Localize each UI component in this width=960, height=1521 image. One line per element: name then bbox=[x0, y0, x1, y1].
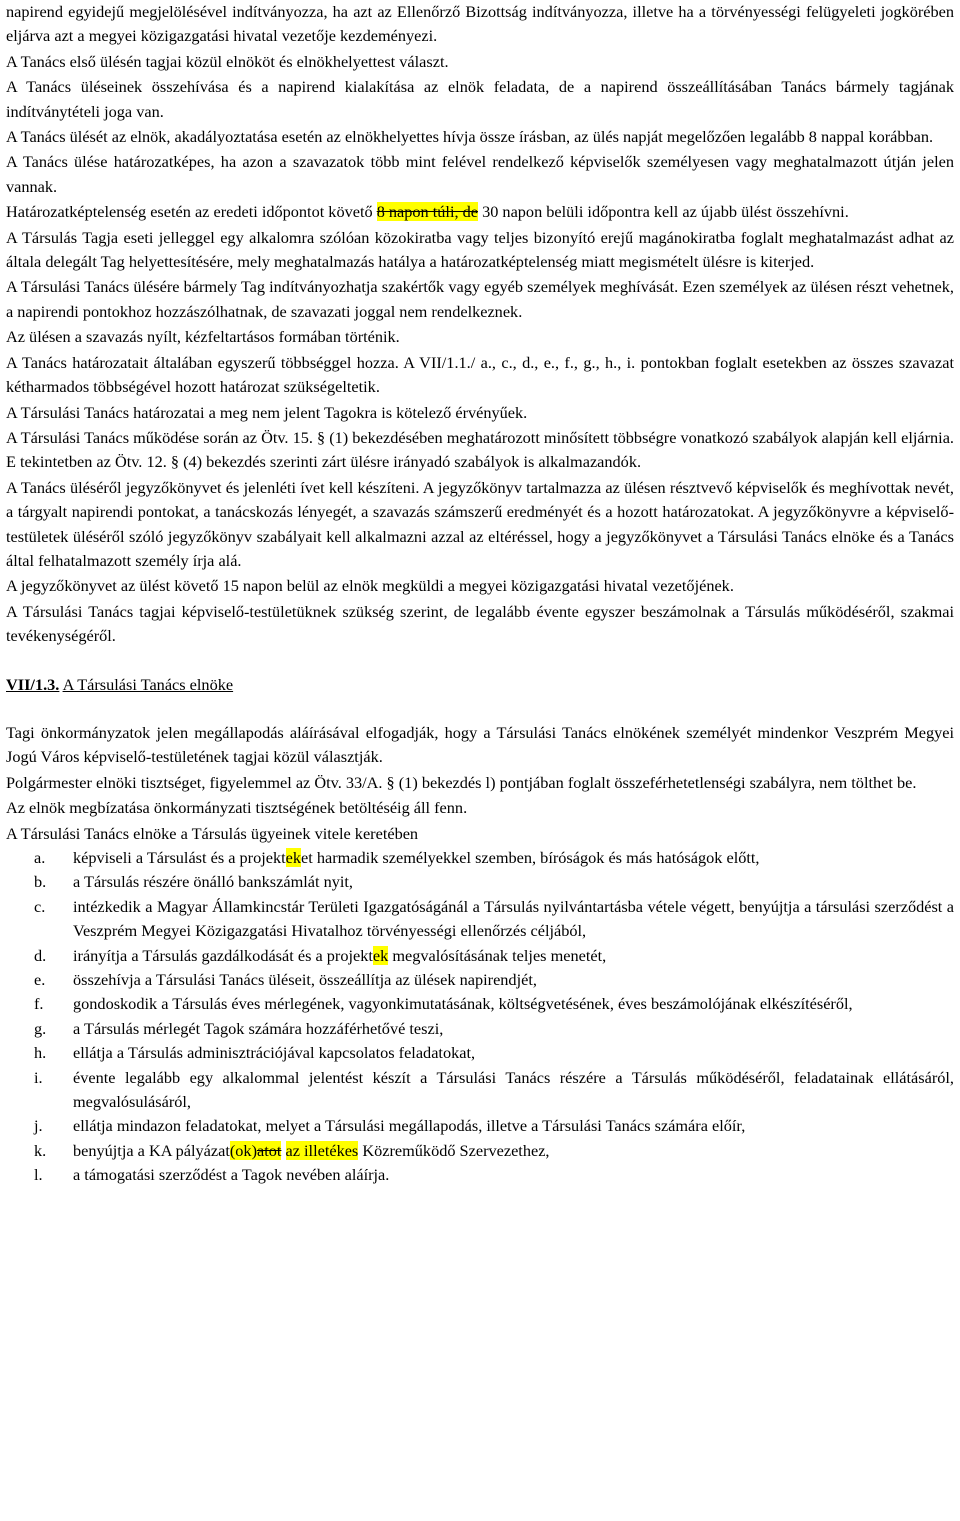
list-item bbox=[6, 870, 954, 894]
list-marker: l. bbox=[34, 1165, 43, 1185]
paragraph-minutes-delivery: A jegyzőkönyvet az ülést követő 15 napon belül az elnök megküldi a megyei közigazgatási hivatal vezetőjének. bbox=[6, 576, 734, 596]
list-item-text bbox=[73, 944, 954, 968]
section-number: VII/1.3. bbox=[6, 674, 60, 694]
list-marker: e. bbox=[34, 970, 46, 990]
list-item bbox=[6, 1066, 954, 1115]
struck-highlighted-text: atot bbox=[257, 1140, 282, 1160]
paragraph-minutes: A Tanács üléséről jegyzőkönyvet és jelenléti ívet kell készíteni. A jegyzőkönyv tartalmazza az ülésen résztvevő képviselők és meghívottak nevét, a tárgyalt napirendi pontokat, a tanácskozás lényegét, a szavazás számszerű eredményét és a hozott határozatokat. A jegyzőkönyvre a képviselő-testületek üléséről szóló jegyzőkönyv szabályait kell alkalmazni azzal az eltéréssel, hogy a jegyzőkönyvet a Társulási Tanács elnöke és a Tanács által felhatalmazott személy írja alá. bbox=[6, 477, 954, 570]
highlighted-text: ek bbox=[372, 945, 389, 965]
section-title: A Társulási Tanács elnöke bbox=[62, 674, 234, 694]
text-run bbox=[281, 1141, 285, 1160]
list-marker: k. bbox=[34, 1140, 47, 1160]
list-item-text: ellátja mindazon feladatokat, melyet a Társulási megállapodás, illetve a Társulási Tanács számára előír, bbox=[73, 1116, 746, 1136]
list-item bbox=[6, 1041, 954, 1065]
highlighted-text: az illetékes bbox=[285, 1140, 359, 1160]
paragraph-session-notice: A Tanács ülését az elnök, akadályoztatása esetén az elnökhelyettes hívja össze írásban, az ülés napját megelőzően legalább 8 nappal korábban. bbox=[6, 127, 934, 147]
list-item-text: összehívja a Társulási Tanács üléseit, összeállítja az ülések napirendjét, bbox=[73, 970, 537, 990]
struck-highlighted-text: 8 napon túli, de bbox=[376, 202, 478, 222]
no-quorum-text-end: 30 napon belüli időpontra kell az újabb ülést összehívni. bbox=[478, 202, 849, 222]
paragraph-convening: A Tanács üléseinek összehívása és a napirend kialakítása az elnök feladata, de a napirend összeállításában Tanács bármely tagjának indítványtételi joga van. bbox=[6, 77, 954, 121]
paragraph-binding: A Társulási Tanács határozatai a meg nem jelent Tagokra is kötelező érvényűek. bbox=[6, 402, 528, 422]
list-item-text: a támogatási szerződést a Tagok nevében aláírja. bbox=[73, 1165, 390, 1185]
list-item-text bbox=[73, 846, 954, 870]
list-marker: a. bbox=[34, 848, 46, 867]
text-run: Közreműködő Szervezethez, bbox=[358, 1140, 550, 1160]
list-item-text bbox=[73, 1139, 954, 1163]
list-item bbox=[6, 846, 954, 870]
paragraph-mayor-conflict: Polgármester elnöki tisztséget, figyelemmel az Ötv. 33/A. § (1) bekezdés l) pontjában foglalt összeférhetetlenségi szabályra, nem tölthet be. bbox=[6, 772, 917, 792]
list-item-text: a Társulás részére önálló bankszámlát nyit, bbox=[73, 872, 353, 892]
list-item bbox=[6, 968, 954, 992]
list-marker: h. bbox=[34, 1043, 47, 1063]
list-item bbox=[6, 1139, 954, 1163]
paragraph-agenda-motion: napirend egyidejű megjelölésével indítványozza, ha azt az Ellenőrző Bizottság indítványozza, illetve ha a törvényességi felügyeleti jogkörében eljárva azt a megyei közigazgatási hivatal vezetője kezdeményezi. bbox=[6, 2, 954, 46]
paragraph-voting: Az ülésen a szavazás nyílt, kézfeltartásos formában történik. bbox=[6, 327, 400, 347]
text-run: megvalósításának teljes menetét, bbox=[388, 945, 607, 965]
text-run: képviseli a Társulást és a projekt bbox=[73, 848, 286, 867]
text-run: et harmadik személyekkel szemben, bíróságok és más hatóságok előtt, bbox=[301, 848, 760, 867]
list-marker: f. bbox=[34, 994, 44, 1014]
list-item-text: gondoskodik a Társulás éves mérlegének, vagyonkimutatásának, költségvetésének, éves beszámolójának elkészítéséről, bbox=[73, 994, 853, 1014]
list-marker: g. bbox=[34, 1018, 47, 1038]
list-item bbox=[6, 992, 954, 1016]
duties-list bbox=[6, 846, 954, 1188]
paragraph-reporting: A Társulási Tanács tagjai képviselő-testületüknek szükség szerint, de legalább évente egyszer beszámolnak a Társulás működéséről, szakmai tevékenységéről. bbox=[6, 601, 954, 646]
list-marker: d. bbox=[34, 945, 47, 965]
paragraph-mandate: Az elnök megbízatása önkormányzati tisztségének betöltéséig áll fenn. bbox=[6, 798, 468, 818]
paragraph-majority: A Tanács határozatait általában egyszerű többséggel hozza. A VII/1.1./ a., c., d., e., f., g., h., i. pontokban foglalt esetekben az összes szavazat kétharmados többségével hozott határozat szükségeltetik. bbox=[6, 352, 954, 397]
paragraph-experts: A Társulási Tanács ülésére bármely Tag indítványozhatja szakértők vagy egyéb személyek meghívását. Ezen személyek az ülésen részt vehetnek, a napirendi pontokhoz hozzászólhatnak, de szavazati joggal nem rendelkeznek. bbox=[6, 277, 954, 321]
paragraph-first-session: A Tanács első ülésén tagjai közül elnököt és elnökhelyettest választ. bbox=[6, 51, 449, 71]
paragraph-duties-intro: A Társulási Tanács elnöke a Társulás ügyeinek vitele keretében bbox=[6, 823, 419, 843]
list-item bbox=[6, 1017, 954, 1041]
text-run: benyújtja a KA pályázat bbox=[73, 1140, 230, 1160]
paragraph-no-quorum bbox=[6, 200, 954, 224]
list-marker: b. bbox=[34, 872, 47, 892]
list-marker: i. bbox=[34, 1067, 43, 1087]
text-run: irányítja a Társulás gazdálkodását és a projekt bbox=[73, 945, 373, 965]
highlighted-text: (ok) bbox=[229, 1140, 257, 1160]
list-marker: j. bbox=[34, 1116, 43, 1136]
list-item-text: évente legalább egy alkalommal jelentést készít a Társulási Tanács részére a Társulás működéséről, feladatainak ellátásáról, megvalósulásáról, bbox=[73, 1067, 954, 1112]
list-item bbox=[6, 944, 954, 968]
list-item bbox=[6, 1163, 954, 1187]
list-item-text: ellátja a Társulás adminisztrációjával kapcsolatos feladatokat, bbox=[73, 1043, 476, 1063]
paragraph-quorum: A Tanács ülése határozatképes, ha azon a szavazatok több mint felével rendelkező képviselők személyesen vagy meghatalmazott útján jelen vannak. bbox=[6, 152, 954, 196]
paragraph-qualified-majority: A Társulási Tanács működése során az Ötv. 15. § (1) bekezdésében meghatározott minősített többségre vonatkozó szabályok alapján kell eljárnia. E tekintetben az Ötv. 12. § (4) bekezdés szerinti zárt ülésre irányadó szabályok is alkalmazandók. bbox=[6, 427, 954, 472]
list-item bbox=[6, 895, 954, 944]
list-item-text: a Társulás mérlegét Tagok számára hozzáférhetővé teszi, bbox=[73, 1018, 444, 1038]
paragraph-proxy: A Társulás Tagja eseti jelleggel egy alkalomra szólóan közokiratba vagy teljes bizonyító erejű magánokiratba foglalt meghatalmazást adhat az általa delegált Tag helyettesítésére, mely meghatalmazás hatálya a határozatképtelenség miatt megismételt ülésre is kiterjed. bbox=[6, 227, 954, 272]
list-item-text: intézkedik a Magyar Államkincstár Területi Igazgatóságánál a Társulás nyilvántartásba vétele végett, benyújtja a társulási szerződést a Veszprém Megyei Közigazgatási Hivatalhoz törvényességi ellenőrzés céljából, bbox=[73, 896, 954, 941]
paragraph-chair-selection: Tagi önkormányzatok jelen megállapodás aláírásával elfogadják, hogy a Társulási Tanács elnökének személyét mindenkor Veszprém Megyei Jogú Város képviselő-testületének tagjai közül választják. bbox=[6, 722, 954, 767]
section-heading bbox=[6, 673, 954, 697]
no-quorum-text-start: Határozatképtelenség esetén az eredeti időpontot követő bbox=[6, 202, 377, 222]
highlighted-text: ek bbox=[285, 848, 302, 867]
list-item bbox=[6, 1114, 954, 1138]
list-marker: c. bbox=[34, 896, 46, 916]
